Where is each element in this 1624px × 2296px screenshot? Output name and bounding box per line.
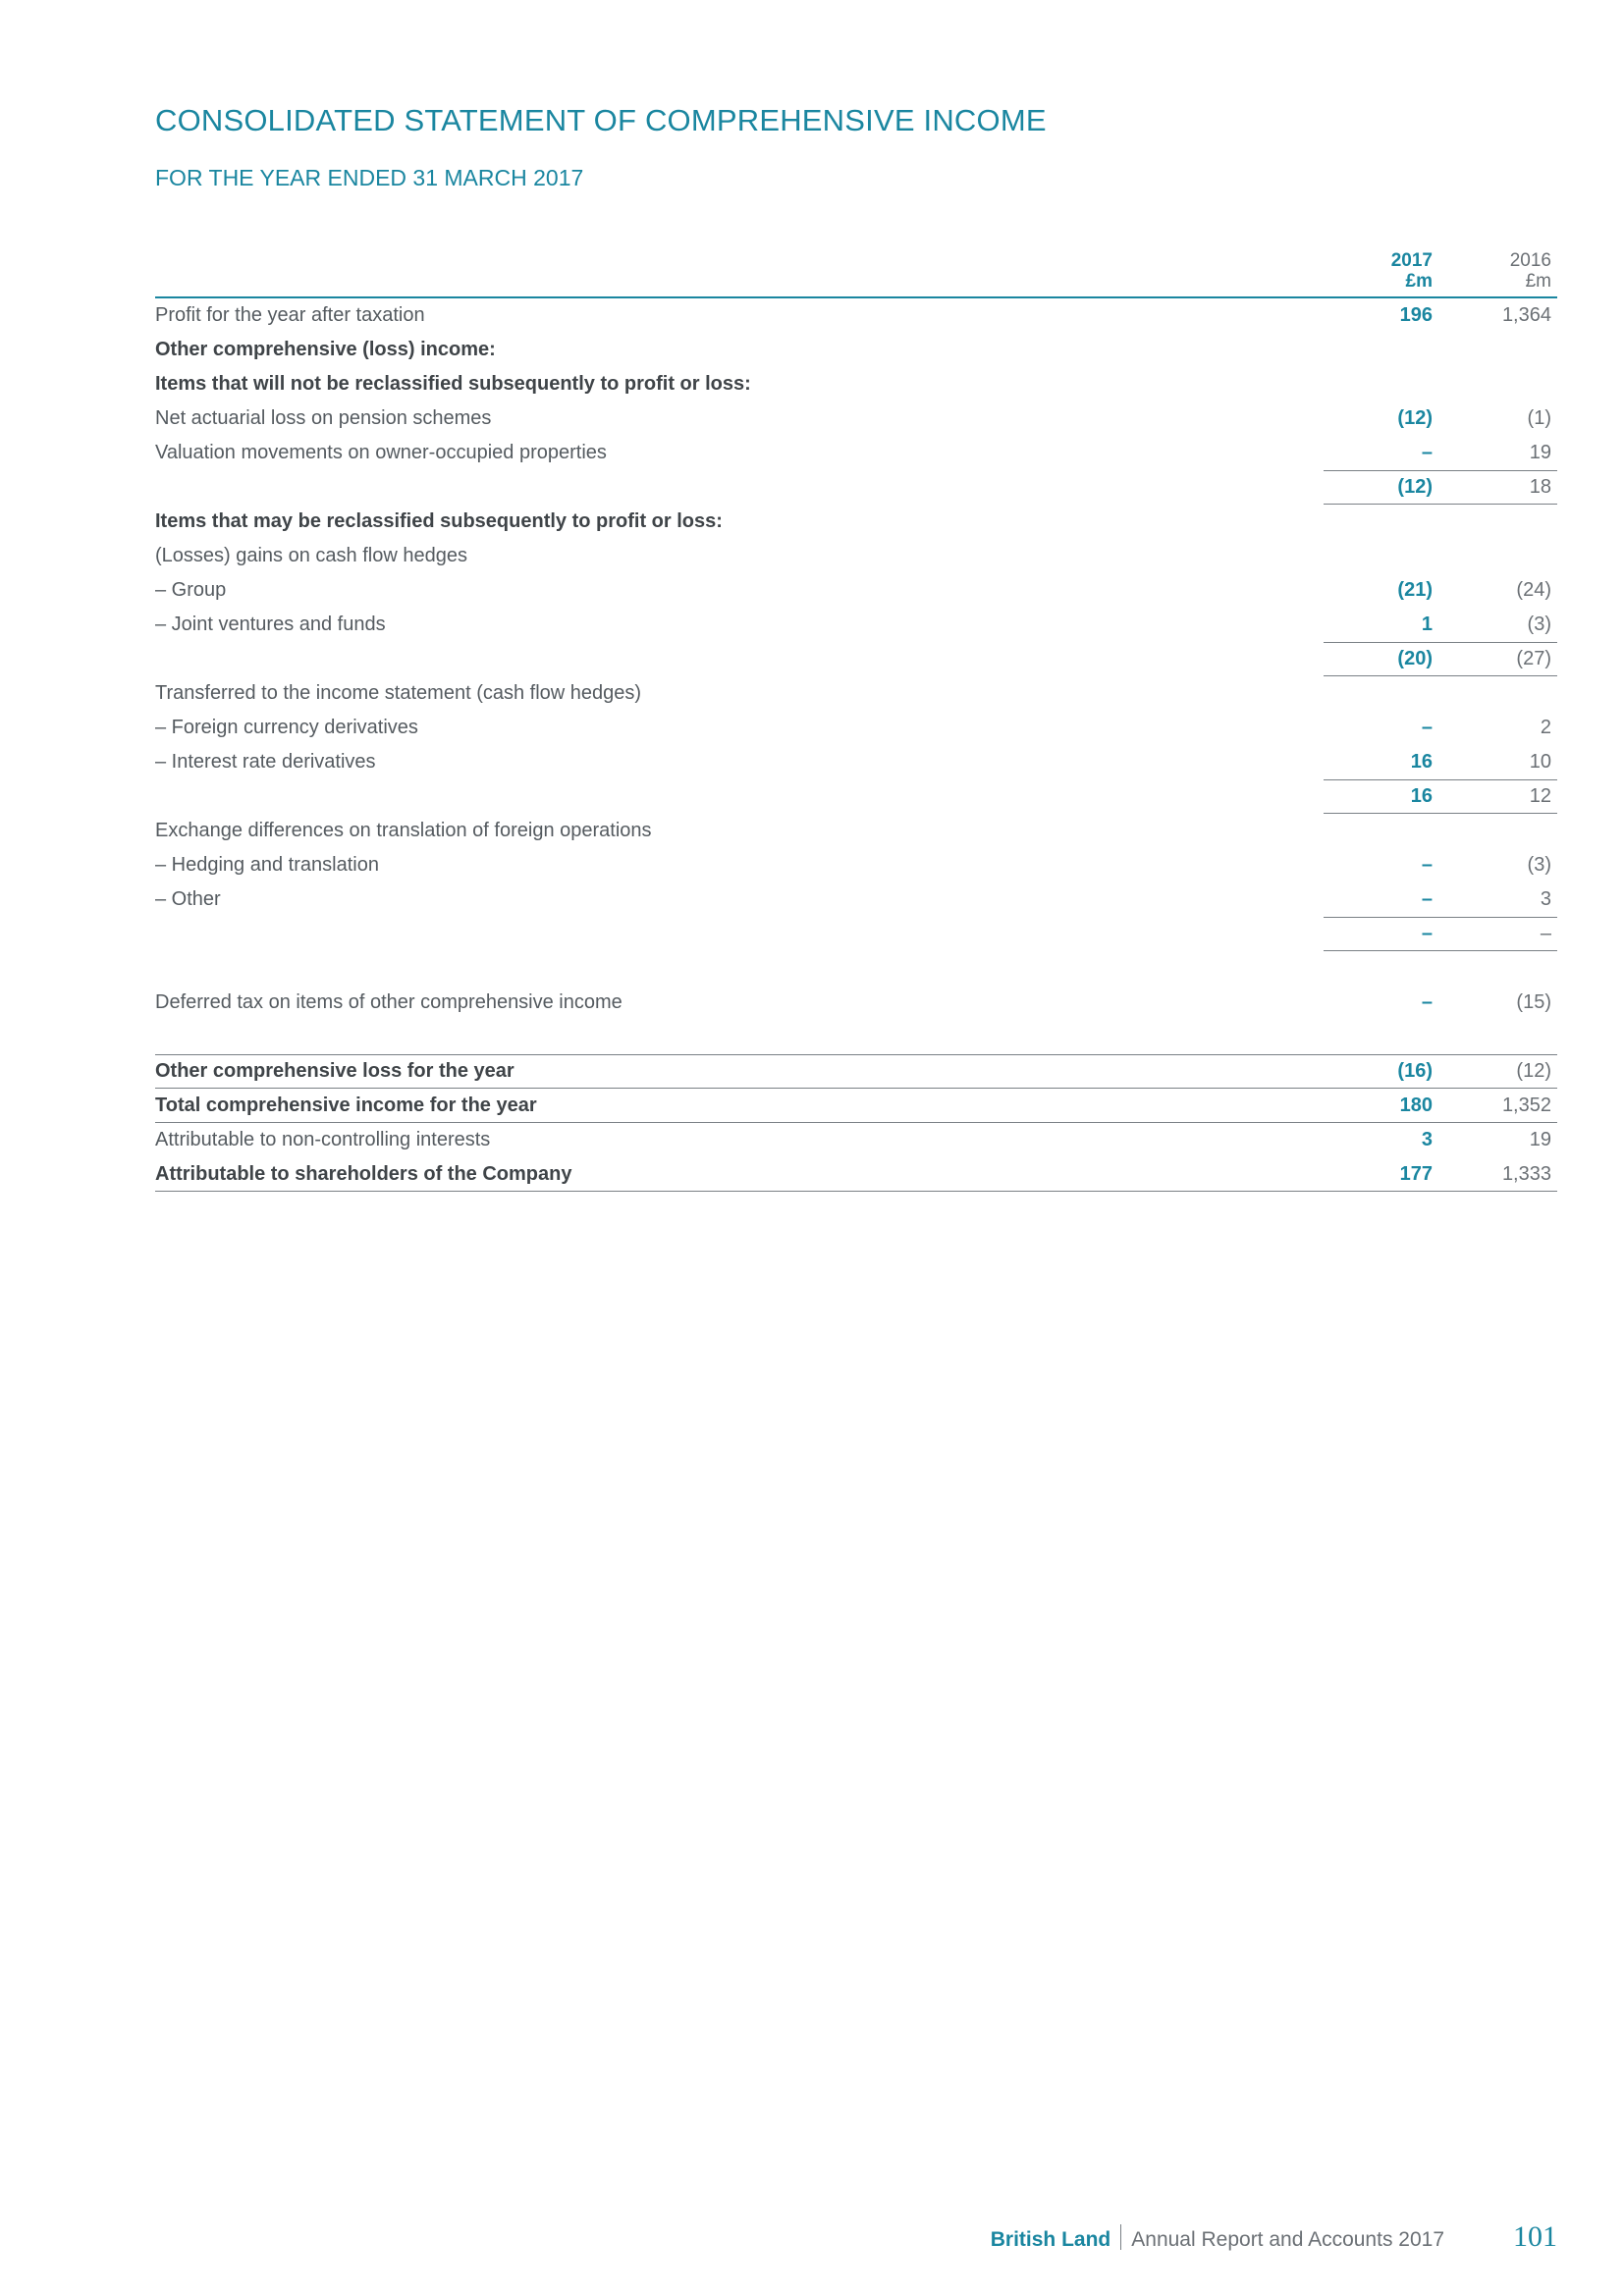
footer-divider: [1120, 2224, 1121, 2250]
row-label: Attributable to shareholders of the Company: [155, 1163, 572, 1185]
total-row: [155, 1157, 1557, 1192]
value-2017: –: [1421, 442, 1433, 463]
table-header: [155, 245, 1557, 298]
value-2017: 16: [1410, 751, 1433, 773]
row-label: Transferred to the income statement (cash flow hedges): [155, 682, 642, 704]
page-footer: [991, 2220, 1557, 2254]
subtotal-row: [155, 917, 1557, 951]
table-row: [155, 573, 1557, 608]
row-label: Exchange differences on translation of foreign operations: [155, 820, 652, 841]
row-label: – Interest rate derivatives: [155, 751, 376, 773]
comprehensive-income-table: [155, 245, 1557, 1192]
value-2017: (12): [1397, 476, 1433, 498]
value-2017: –: [1421, 991, 1433, 1013]
section-heading: [155, 333, 1557, 367]
value-2016: 12: [1529, 785, 1551, 807]
value-2016: (3): [1527, 614, 1551, 635]
row-label: – Foreign currency derivatives: [155, 717, 418, 738]
brand-name: British Land: [990, 2228, 1111, 2251]
row-label: Items that will not be reclassified subsequently to profit or loss:: [155, 373, 751, 395]
value-2016: (27): [1516, 648, 1551, 669]
value-2016: 18: [1529, 476, 1551, 498]
row-label: – Hedging and translation: [155, 854, 379, 876]
value-2017: (21): [1397, 579, 1433, 601]
table-row: [155, 1123, 1557, 1157]
section-heading: [155, 367, 1557, 401]
table-row: [155, 986, 1557, 1020]
value-2017: –: [1421, 717, 1433, 738]
table-row: [155, 608, 1557, 642]
row-spacer: [155, 951, 1557, 986]
prior-unit: £m: [1525, 271, 1551, 292]
row-label: Valuation movements on owner-occupied properties: [155, 442, 607, 463]
value-2016: –: [1540, 923, 1551, 944]
value-2017: –: [1421, 854, 1433, 876]
page-number: 101: [1513, 2220, 1557, 2253]
value-2017: –: [1421, 923, 1433, 944]
table-row: [155, 539, 1557, 573]
row-label: Attributable to non-controlling interests: [155, 1129, 491, 1150]
subtotal-row: [155, 642, 1557, 676]
value-2016: (24): [1516, 579, 1551, 601]
value-2016: (15): [1516, 991, 1551, 1013]
row-label: Other comprehensive (loss) income:: [155, 339, 496, 360]
table-row: [155, 882, 1557, 917]
subtotal-row: [155, 470, 1557, 505]
value-2016: 1,333: [1501, 1163, 1551, 1185]
row-label: – Other: [155, 888, 221, 910]
value-2017: 1: [1421, 614, 1433, 635]
value-2017: 16: [1410, 785, 1433, 807]
table-row: [155, 676, 1557, 711]
section-heading: [155, 505, 1557, 539]
row-label: – Group: [155, 579, 227, 601]
table-row: [155, 436, 1557, 470]
table-row: [155, 401, 1557, 436]
current-unit: £m: [1405, 271, 1433, 292]
value-2017: 177: [1399, 1163, 1433, 1185]
table-row: [155, 711, 1557, 745]
value-2016: 19: [1529, 1129, 1551, 1150]
value-2016: 2: [1540, 717, 1551, 738]
statement-title: CONSOLIDATED STATEMENT OF COMPREHENSIVE INCOME: [155, 103, 1047, 137]
total-row: [155, 1054, 1557, 1089]
total-row: [155, 1089, 1557, 1123]
row-label: Net actuarial loss on pension schemes: [155, 407, 492, 429]
row-label: Other comprehensive loss for the year: [155, 1060, 514, 1082]
statement-subtitle: FOR THE YEAR ENDED 31 MARCH 2017: [155, 165, 584, 190]
table-body: [155, 298, 1557, 1192]
row-label: Total comprehensive income for the year: [155, 1095, 537, 1116]
row-label: – Joint ventures and funds: [155, 614, 386, 635]
table-row: [155, 848, 1557, 882]
value-2017: –: [1421, 888, 1433, 910]
prior-year: 2016: [1509, 250, 1551, 271]
value-2017: (12): [1397, 407, 1433, 429]
row-label: Items that may be reclassified subsequently to profit or loss:: [155, 510, 723, 532]
value-2017: (20): [1397, 648, 1433, 669]
value-2016: 1,364: [1501, 304, 1551, 326]
value-2017: 196: [1399, 304, 1433, 326]
value-2016: (3): [1527, 854, 1551, 876]
value-2017: 3: [1421, 1129, 1433, 1150]
value-2017: (16): [1397, 1060, 1433, 1082]
table-row: [155, 745, 1557, 779]
table-row: [155, 298, 1557, 333]
value-2017: 180: [1399, 1095, 1433, 1116]
value-2016: 19: [1529, 442, 1551, 463]
current-year-header: [1354, 250, 1433, 292]
row-label: (Losses) gains on cash flow hedges: [155, 545, 467, 566]
prior-year-header: [1473, 250, 1551, 292]
value-2016: 1,352: [1501, 1095, 1551, 1116]
value-2016: 3: [1540, 888, 1551, 910]
row-label: Profit for the year after taxation: [155, 304, 425, 326]
report-name: Annual Report and Accounts 2017: [1131, 2228, 1444, 2251]
value-2016: (1): [1527, 407, 1551, 429]
value-2016: (12): [1516, 1060, 1551, 1082]
value-2016: 10: [1529, 751, 1551, 773]
row-label: Deferred tax on items of other comprehensive income: [155, 991, 623, 1013]
subtotal-row: [155, 779, 1557, 814]
row-spacer: [155, 1020, 1557, 1054]
table-row: [155, 814, 1557, 848]
current-year: 2017: [1390, 250, 1433, 271]
